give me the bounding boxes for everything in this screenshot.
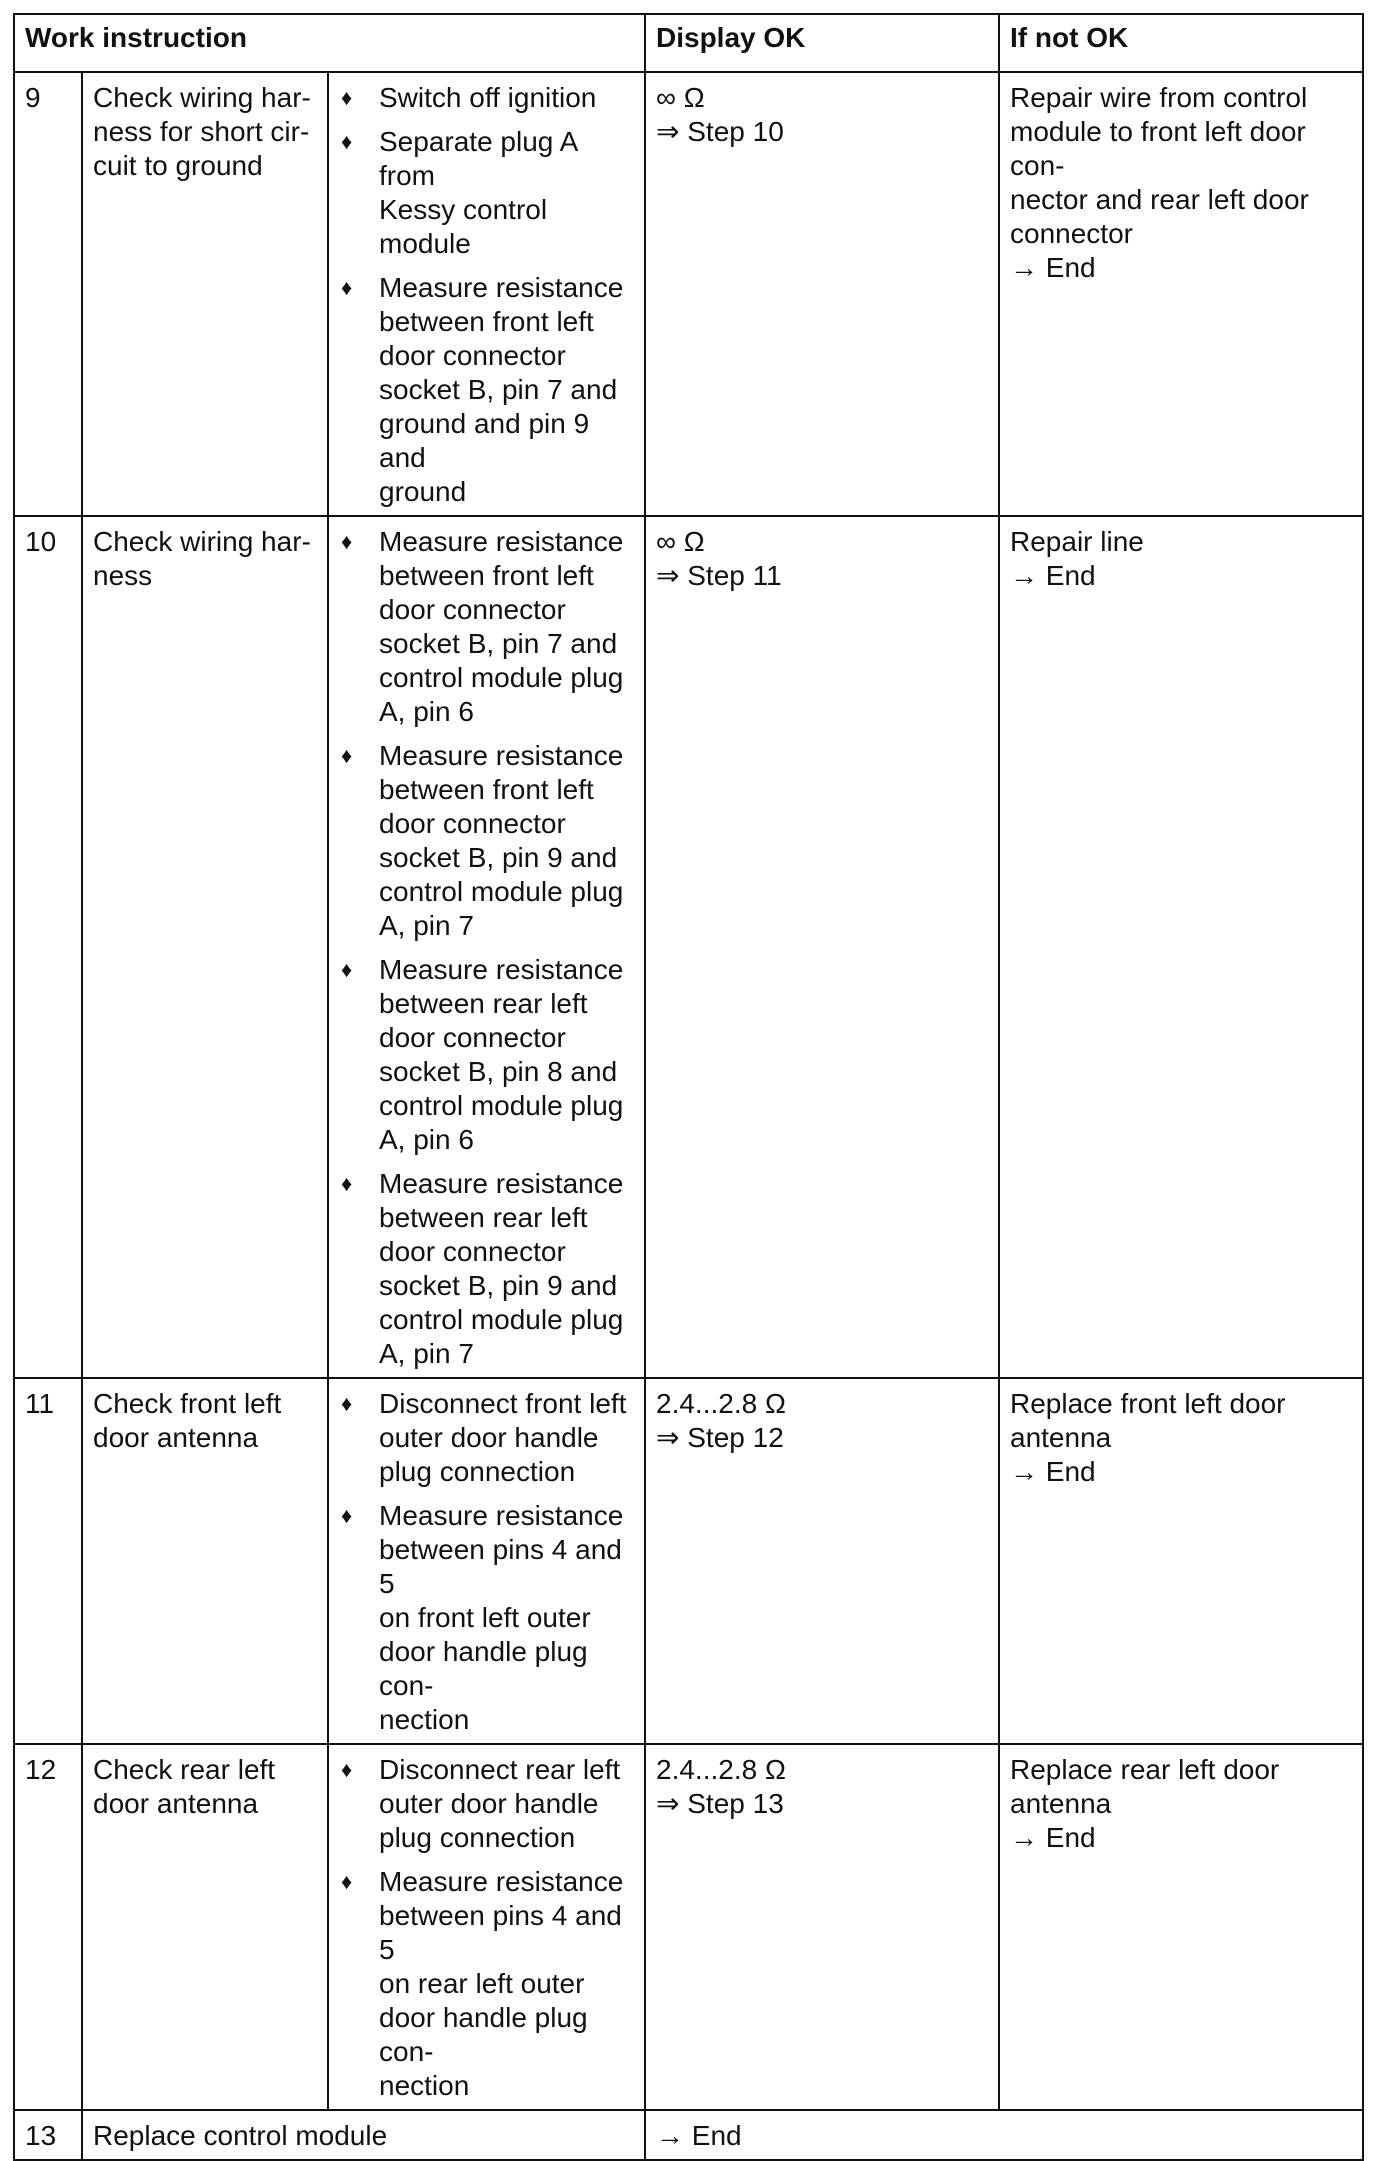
final-instruction: Replace control module xyxy=(82,2110,645,2160)
step-number: 11 xyxy=(14,1378,82,1744)
diamond-bullet-icon: ♦ xyxy=(341,1171,353,1196)
action-item xyxy=(339,1753,634,1855)
if-not-ok-cell xyxy=(999,516,1363,1378)
action-text: Switch off ignition xyxy=(379,82,597,113)
action-item xyxy=(339,1387,634,1489)
display-ok-value: 2.4...2.8 Ω xyxy=(656,1754,786,1785)
step-number: 9 xyxy=(14,72,82,516)
if-not-ok-text: Replace front left door antenna xyxy=(1010,1388,1286,1453)
diamond-bullet-icon: ♦ xyxy=(341,1869,353,1894)
table-row xyxy=(14,516,1363,1378)
action-text: Disconnect front left outer door handle plug connection xyxy=(379,1388,627,1487)
display-ok-cell xyxy=(645,72,999,516)
action-text: Measure resistance between rear left door connector socket B, pin 9 and control module plug A, pin 7 xyxy=(379,1168,624,1369)
diamond-bullet-icon: ♦ xyxy=(341,1391,353,1416)
action-list xyxy=(339,1753,634,2103)
action-text: Measure resistance between pins 4 and 5 on rear left outer door handle plug con- nection xyxy=(379,1866,624,2101)
if-not-ok-next: → End xyxy=(1010,252,1096,283)
table-body xyxy=(14,72,1363,2160)
header-if-not-ok: If not OK xyxy=(999,14,1363,72)
action-list-cell xyxy=(328,1378,645,1744)
action-list-cell xyxy=(328,1744,645,2110)
if-not-ok-cell xyxy=(999,72,1363,516)
action-text: Measure resistance between pins 4 and 5 on front left outer door handle plug con- nection xyxy=(379,1500,624,1735)
table-row xyxy=(14,1378,1363,1744)
final-display: → End xyxy=(645,2110,1363,2160)
step-number: 13 xyxy=(14,2110,82,2160)
action-text: Measure resistance between front left door connector socket B, pin 7 and control module plug A, pin 6 xyxy=(379,526,624,727)
diamond-bullet-icon: ♦ xyxy=(341,1757,353,1782)
check-description: Check rear left door antenna xyxy=(82,1744,328,2110)
if-not-ok-text: Replace rear left door antenna xyxy=(1010,1754,1280,1819)
display-ok-next-step: ⇒ Step 10 xyxy=(656,116,784,147)
action-text: Measure resistance between rear left door connector socket B, pin 8 and control module plug A, pin 6 xyxy=(379,954,624,1155)
action-text: Measure resistance between front left door connector socket B, pin 9 and control module plug A, pin 7 xyxy=(379,740,624,941)
action-item xyxy=(339,525,634,729)
diamond-bullet-icon: ♦ xyxy=(341,957,353,982)
action-list xyxy=(339,81,634,509)
if-not-ok-text: Repair wire from control module to front left door con- nector and rear left door connector xyxy=(1010,82,1309,249)
display-ok-next-step: ⇒ Step 12 xyxy=(656,1422,784,1453)
action-list-cell xyxy=(328,516,645,1378)
action-item xyxy=(339,81,634,115)
action-text: Disconnect rear left outer door handle plug connection xyxy=(379,1754,621,1853)
action-item xyxy=(339,953,634,1157)
diamond-bullet-icon: ♦ xyxy=(341,85,353,110)
work-instruction-table xyxy=(13,13,1364,2161)
diamond-bullet-icon: ♦ xyxy=(341,743,353,768)
display-ok-value: ∞ Ω xyxy=(656,82,705,113)
action-item xyxy=(339,125,634,261)
action-item xyxy=(339,1167,634,1371)
action-list-cell xyxy=(328,72,645,516)
display-ok-value: ∞ Ω xyxy=(656,526,705,557)
if-not-ok-text: Repair line xyxy=(1010,526,1144,557)
if-not-ok-next: → End xyxy=(1010,1456,1096,1487)
table-row xyxy=(14,1744,1363,2110)
display-ok-next-step: ⇒ Step 13 xyxy=(656,1788,784,1819)
diamond-bullet-icon: ♦ xyxy=(341,129,353,154)
table-row xyxy=(14,72,1363,516)
action-item xyxy=(339,739,634,943)
action-list xyxy=(339,525,634,1371)
display-ok-value: 2.4...2.8 Ω xyxy=(656,1388,786,1419)
step-number: 10 xyxy=(14,516,82,1378)
diamond-bullet-icon: ♦ xyxy=(341,275,353,300)
display-ok-cell xyxy=(645,1378,999,1744)
action-text: Separate plug A from Kessy control module xyxy=(379,126,577,259)
check-description: Check front left door antenna xyxy=(82,1378,328,1744)
table-row-final xyxy=(14,2110,1363,2160)
action-text: Measure resistance between front left door connector socket B, pin 7 and ground and pin 9 and ground xyxy=(379,272,624,507)
if-not-ok-next: → End xyxy=(1010,1822,1096,1853)
action-item xyxy=(339,1499,634,1737)
header-display-ok: Display OK xyxy=(645,14,999,72)
diamond-bullet-icon: ♦ xyxy=(341,529,353,554)
diamond-bullet-icon: ♦ xyxy=(341,1503,353,1528)
step-number: 12 xyxy=(14,1744,82,2110)
display-ok-next-step: ⇒ Step 11 xyxy=(656,560,782,591)
if-not-ok-next: → End xyxy=(1010,560,1096,591)
table-header-row xyxy=(14,14,1363,72)
action-item xyxy=(339,271,634,509)
action-list xyxy=(339,1387,634,1737)
if-not-ok-cell xyxy=(999,1744,1363,2110)
check-description: Check wiring har- ness for short cir- cuit to ground xyxy=(82,72,328,516)
check-description: Check wiring har- ness xyxy=(82,516,328,1378)
header-work-instruction: Work instruction xyxy=(14,14,645,72)
action-item xyxy=(339,1865,634,2103)
display-ok-cell xyxy=(645,516,999,1378)
if-not-ok-cell xyxy=(999,1378,1363,1744)
display-ok-cell xyxy=(645,1744,999,2110)
